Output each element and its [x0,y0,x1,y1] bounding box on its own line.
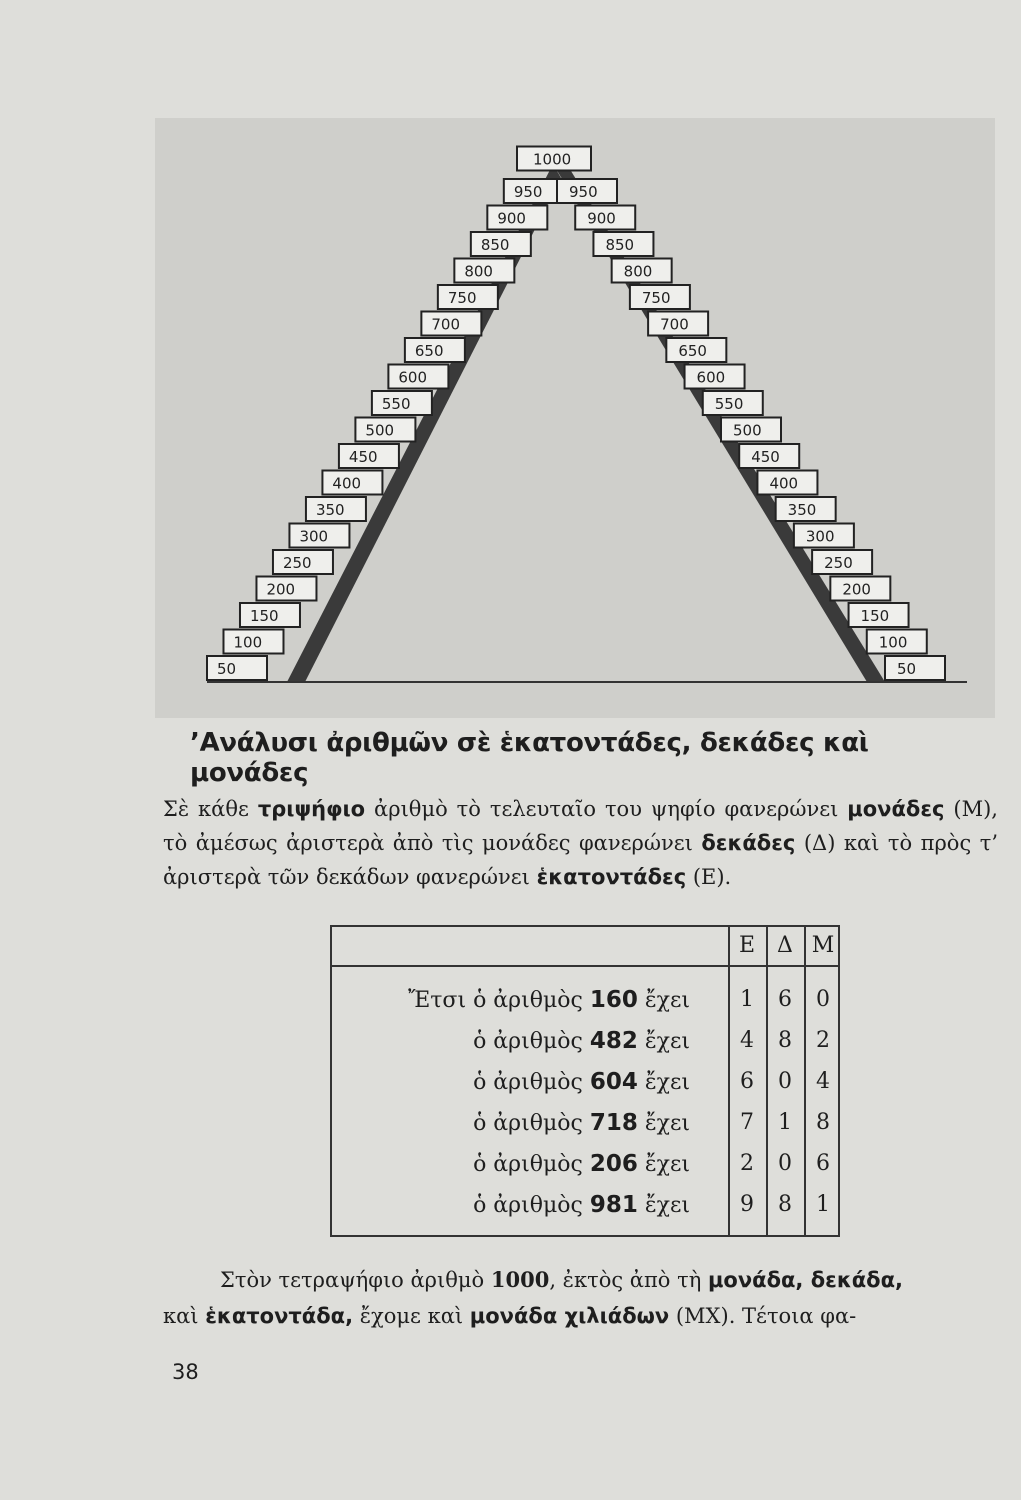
digit-table [330,925,840,1237]
digit-units: 1 [816,1192,830,1217]
col-header-hundreds: Ε [738,933,756,958]
right-step-label: 950 [569,183,598,201]
term-hundred: ἑκατοντάδα, [205,1304,354,1328]
term-unit-ten: μονάδα, δεκάδα, [707,1268,904,1292]
number-1000: 1000 [490,1267,550,1292]
digit-hundreds: 7 [740,1110,754,1135]
table-row [332,985,838,1026]
left-step-label: 150 [249,607,279,625]
right-step-label: 550 [714,395,744,413]
right-step-label: 500 [733,421,762,440]
term-tens: δεκάδες [701,831,796,855]
section-heading: ’Ανάλυσι ἀριθμῶν σὲ ἑκατοντάδες, δεκάδες καὶ μονάδες [190,728,869,788]
row-label [408,987,690,1013]
digit-tens: 8 [778,1028,792,1053]
right-step-label: 150 [860,607,890,625]
row-number: 482 [589,1028,638,1054]
digit-units: 2 [816,1028,830,1053]
right-step-label: 200 [842,580,871,599]
row-prefix: ὁ ἀριθμὸς [473,1029,590,1054]
left-step-label: 650 [414,342,444,360]
row-suffix: ἔχει [637,1111,690,1136]
right-step-label: 850 [605,236,635,254]
row-prefix: ὁ ἀριθμὸς [473,1111,590,1136]
digit-tens: 0 [778,1069,792,1094]
term-units: μονάδες [847,797,945,821]
left-step-label: 950 [513,183,543,201]
row-number: 981 [589,1192,638,1218]
table-row [332,1067,838,1108]
row-suffix: ἔχει [637,1152,690,1177]
row-label [473,1192,690,1218]
left-step-label: 350 [315,501,345,519]
left-step-label: 50 [217,660,237,678]
table-rows [332,985,838,1231]
para2-text-3: καὶ [163,1304,206,1328]
row-number: 718 [589,1110,638,1136]
left-step-label: 600 [398,368,428,387]
row-suffix: ἔχει [637,1193,690,1218]
row-label [473,1069,690,1095]
closing-paragraph-line-1 [220,1262,1000,1298]
col-header-tens: Δ [777,933,793,958]
para-text-3: (Μ), τὸ ἀμέσως ἀριστερὰ ἀπὸ τὶς μονάδες φανερώνει [163,797,998,855]
table-row [332,1026,838,1067]
digit-hundreds: 9 [740,1192,754,1217]
digit-hundreds: 1 [740,987,754,1012]
digit-hundreds: 4 [740,1028,754,1053]
left-step-label: 750 [447,289,477,307]
left-step-label: 400 [332,474,362,493]
right-step-label: 350 [787,501,817,519]
para2-text-4: ἔχομε καὶ [353,1304,470,1328]
para2-text-2: , ἐκτὸς ἀπὸ τὴ [549,1268,708,1292]
intro-paragraph [163,792,998,894]
row-label [473,1028,690,1054]
digit-units: 4 [816,1069,830,1094]
row-suffix: ἔχει [637,988,690,1013]
row-suffix: ἔχει [637,1070,690,1095]
row-number: 604 [589,1069,638,1095]
left-step-label: 100 [233,633,263,652]
table-row [332,1149,838,1190]
top-step-label: 1000 [533,150,572,169]
right-step-label: 900 [587,209,616,228]
row-prefix: ὁ ἀριθμὸς [473,1193,590,1218]
digit-tens: 6 [778,987,792,1012]
closing-paragraph-line-2 [163,1298,998,1334]
right-step-label: 800 [623,262,653,281]
para-text-4: (Δ) καὶ τὸ πρὸς τ’ ἀριστερὰ τῶν δεκάδων φανερώνει [163,831,998,889]
right-step-label: 50 [897,660,917,678]
para-text-5: (Ε). [686,865,732,889]
table-row [332,1190,838,1231]
para2-text-5: (ΜΧ). Τέτοια φα- [669,1304,857,1328]
right-step-label: 600 [696,368,726,387]
left-step-label: 200 [266,580,296,599]
row-number: 160 [589,987,638,1013]
row-prefix: ὁ ἀριθμὸς [473,1152,590,1177]
digit-tens: 1 [778,1110,792,1135]
left-step-label: 250 [282,554,312,572]
left-step-label: 900 [497,209,526,228]
para2-text-1: Στὸν τετραψήφιο ἀριθμὸ [220,1268,491,1292]
right-step-label: 100 [878,633,908,652]
left-step-box [207,656,267,680]
left-step-label: 850 [480,236,510,254]
table-header-divider [332,965,838,967]
term-three-digit: τριψήφιο [257,797,366,821]
left-step-label: 450 [348,448,378,466]
row-number: 206 [589,1151,638,1177]
row-label [473,1151,690,1177]
digit-units: 0 [816,987,830,1012]
right-step-label: 450 [751,448,780,466]
left-step-label: 800 [464,262,493,281]
row-prefix: ὁ ἀριθμὸς [473,1070,590,1095]
row-suffix: ἔχει [637,1029,690,1054]
staircase-diagram [155,118,995,718]
digit-tens: 0 [778,1151,792,1176]
right-step-label: 750 [641,289,671,307]
digit-hundreds: 2 [740,1151,754,1176]
left-step-label: 700 [431,315,461,334]
page-number: 38 [172,1360,199,1384]
left-step-label: 550 [381,395,411,413]
digit-hundreds: 6 [740,1069,754,1094]
para-text-1: Σὲ κάθε [163,797,258,821]
term-hundreds: ἑκατοντάδες [536,865,687,889]
col-header-units: Μ [811,933,835,958]
row-label [473,1110,690,1136]
digit-units: 6 [816,1151,830,1176]
para-text-2: ἀριθμὸ τὸ τελευταῖο του ψηφίο φανερώνει [365,797,848,821]
row-prefix: Ἔτσι ὁ ἀριθμὸς [408,988,590,1013]
right-step-label: 300 [805,527,835,546]
left-step-label: 500 [365,421,395,440]
table-row [332,1108,838,1149]
staircase-figure [155,118,995,718]
left-step-label: 300 [299,527,329,546]
right-step-label: 700 [660,315,689,334]
right-step-label: 250 [824,554,853,572]
right-step-label: 650 [678,342,707,360]
right-step-label: 400 [769,474,799,493]
digit-tens: 8 [778,1192,792,1217]
term-thousand-unit: μονάδα χιλιάδων [469,1304,670,1328]
digit-units: 8 [816,1110,830,1135]
